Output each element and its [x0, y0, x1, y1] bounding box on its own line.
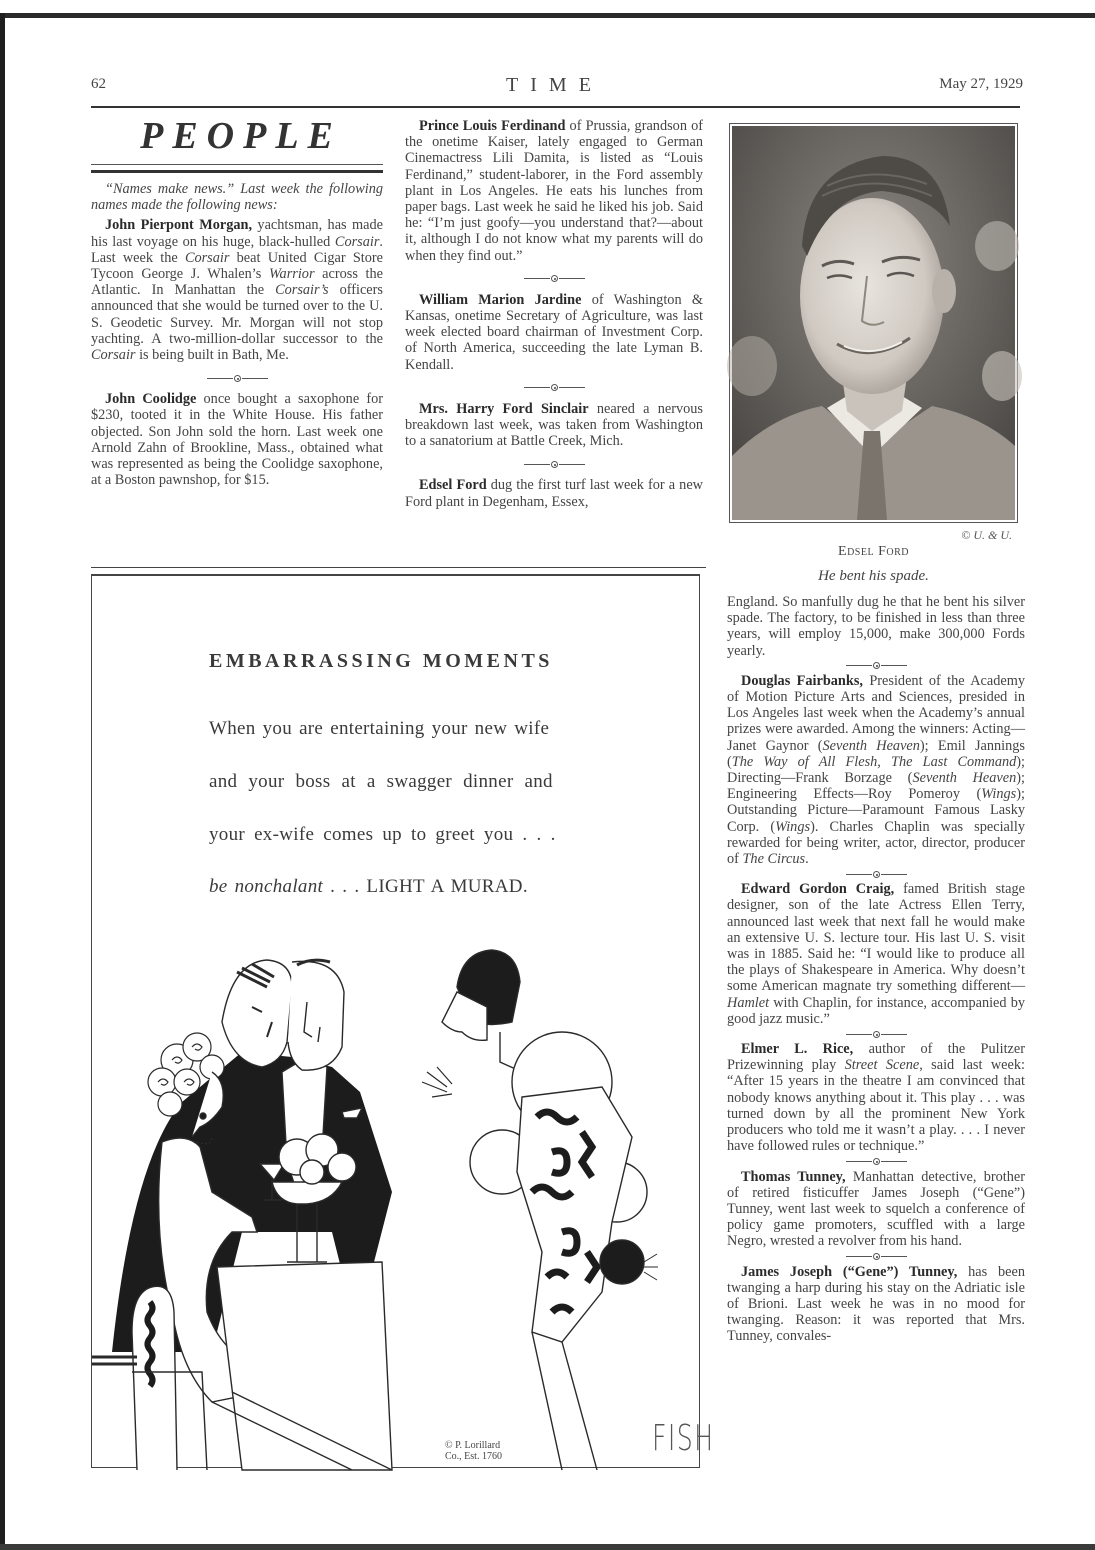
- ornament-divider-icon: [727, 1156, 1025, 1168]
- issue-date: May 27, 1929: [939, 76, 1023, 92]
- ornament-divider-icon: [405, 270, 703, 288]
- news-item-name: Thomas Tunney,: [741, 1168, 846, 1185]
- news-item-continued: [727, 594, 1025, 659]
- ornament-divider-icon: [727, 868, 1025, 880]
- news-item-name: John Pierpont Morgan,: [105, 217, 253, 234]
- ad-tagline-rest: . . . LIGHT A MURAD.: [323, 876, 528, 897]
- section-title: PEOPLE: [140, 115, 342, 157]
- news-item: [727, 1169, 1025, 1250]
- news-item: [727, 1041, 1025, 1154]
- news-item-name: Douglas Fairbanks,: [741, 672, 863, 689]
- dinner-party-illustration: [92, 932, 701, 1470]
- ornament-divider-icon: [727, 660, 1025, 672]
- news-item-name: Mrs. Harry Ford Sinclair: [419, 400, 589, 417]
- ad-copy-line: When you are entertaining your new wife: [209, 718, 550, 739]
- ornament-divider-icon: [727, 1251, 1025, 1263]
- news-item-name: John Coolidge: [105, 391, 197, 408]
- news-item-name: William Marion Jardine: [419, 291, 582, 308]
- news-item: [405, 401, 703, 450]
- ad-copyright: [445, 1440, 502, 1462]
- magazine-title: TIME: [506, 74, 603, 96]
- ad-copy-line: and your boss at a swagger dinner and: [209, 771, 553, 792]
- news-item: [405, 292, 703, 373]
- news-item-text: author of the Pulitzer Prizewinning play Street Scene, said last week: “After 15 years in the theatre I am convinced that nobody knows anything about it. This play . . . was turned down by all the prominent New York producers who told me it wasn’t a play. . . . I never have followed rules or technique.”: [727, 1041, 1026, 1155]
- news-item-text: once bought a saxophone for $230, tooted it in the White House. His father objected. Son John sold the horn. Last week one Arnold Zahn of Brookline, Mass., obtained what was represented as being the Coolidge saxophone, at a Boston pawnshop, for $15.: [91, 391, 383, 489]
- news-item-text: President of the Academy of Motion Picture Arts and Sciences, presided in Los Angeles last week when the Academy’s annual prizes were awarded. Among the winners: Acting—Janet Gaynor (Seventh Heaven); Emil Jannings (The Way of All Flesh, The Last Command); Directing—Frank Borzage (Seventh Heaven); Engineering Effects—Roy Pomeroy (Wings); Outstanding Picture—Paramount Famous Lasky Corp. (Wings). Charles Chaplin was specially rewarded for being writer, actor, director, producer of The Circus.: [727, 672, 1026, 868]
- title-rule-thin: [91, 164, 383, 165]
- photo-caption-subtitle: He bent his spade.: [818, 568, 929, 584]
- news-item-text: Manhattan detective, brother of retired fisticuffer James Joseph (“Gene”) Tunney, went last week to squelch a conference of policy game promoters, scuffled with a large Negro, wrested a revolver from his hand.: [727, 1168, 1025, 1250]
- news-item: [405, 118, 703, 264]
- news-item-name: Prince Louis Ferdinand: [419, 118, 566, 134]
- portrait-photo-frame: [729, 123, 1018, 523]
- ornament-divider-icon: [405, 455, 703, 473]
- ad-copyright-line: Co., Est. 1760: [445, 1451, 502, 1462]
- news-item-name: Edward Gordon Craig,: [741, 881, 895, 898]
- news-item-text: England. So manfully dug he that he bent his silver spade. The factory, to be finished in less than three years, will employ 15,000, make 300,000 Fords yearly.: [727, 594, 1025, 659]
- column-1: [91, 115, 384, 489]
- scan-border-left: [0, 13, 5, 1550]
- ad-copy-line: your ex-wife comes up to greet you . . .: [209, 824, 556, 845]
- portrait-image: [732, 126, 1015, 520]
- news-item-text: yachtsman, has made his last voyage on his huge, black-hulled Corsair. Last week the Corsair beat United Cigar Store Tycoon George J. Whalen’s Warrior across the Atlantic. In Manhattan the Corsair’s officers announced that she would be turned over to the U. S. Geodetic Survey. Mr. Morgan will not stop yachting. A two-million-dollar successor to the Corsair is being built in Bath, Me.: [91, 217, 384, 364]
- news-item-text: has been twanging a harp during his stay on the Adriatic isle of Brioni. Last week he was in no mood for twanging. Reason: it was reported that Mrs. Tunney, convales-: [727, 1263, 1025, 1345]
- portrait-photo: [732, 126, 1015, 520]
- column-2: [405, 118, 703, 510]
- ad-tagline-italic: be nonchalant: [209, 876, 324, 897]
- news-item-text: of Prussia, grandson of the onetime Kaiser, lately engaged to German Cinemactress Lili Damita, is listed as “Louis Ferdinand,” student-laborer, in the Ford assembly plant in Los Angeles. He eats his lunches from paper bags. Last week he said he liked his job. Said he: “I’m just goofy—you understand that?—about it, although I do not know what my parents will do when they find out.”: [405, 118, 703, 264]
- scan-border-top: [0, 13, 1095, 18]
- ad-headline: EMBARRASSING MOMENTS: [209, 650, 553, 672]
- ad-copyright-line: © P. Lorillard: [445, 1440, 501, 1451]
- news-item-text: neared a nervous breakdown last week, was taken from Washington to a sanatorium at Battle Creek, Mich.: [405, 400, 703, 450]
- news-item-text: of Washington & Kansas, onetime Secretary of Agriculture, was last week elected board chairman of Investment Corp. of North America, succeeding the late Lyman B. Kendall.: [405, 291, 703, 373]
- news-item: [91, 217, 383, 363]
- header-rule: [91, 106, 1020, 108]
- scan-border-bottom: [0, 1544, 1095, 1550]
- news-item: [727, 673, 1025, 867]
- column-bottom-rule: [91, 567, 706, 568]
- news-item-name: Edsel Ford: [419, 477, 487, 494]
- title-rule-thick: [91, 170, 383, 173]
- news-item-text: dug the first turf last week for a new Ford plant in Degenham, Essex,: [405, 477, 704, 510]
- news-item-name: Elmer L. Rice,: [741, 1041, 854, 1058]
- murad-advertisement: [91, 574, 715, 1468]
- news-item-text: famed British stage designer, son of the late Actress Ellen Terry, announced last week that next fall he would make an extensive U. S. lecture tour. His last U. S. visit was in 1885. Said he: “I would like to produce all the plays of Shakespeare in America. Why doesn’t some American magnate try something different—Hamlet with Chaplin, for instance, accompanied by good jazz music.”: [727, 881, 1025, 1027]
- ornament-divider-icon: [727, 1028, 1025, 1040]
- ad-tagline: [209, 876, 528, 898]
- news-item: [727, 881, 1025, 1027]
- artist-signature: FISH: [652, 1418, 715, 1459]
- section-lede: “Names make news.” Last week the following names made the following news:: [91, 181, 383, 214]
- news-item: [91, 391, 383, 488]
- photo-credit: © U. & U.: [961, 528, 1012, 542]
- photo-caption-name: Edsel Ford: [838, 544, 909, 559]
- news-item: [405, 477, 703, 509]
- news-item: [727, 1264, 1025, 1345]
- news-item-name: James Joseph (“Gene”) Tunney,: [741, 1263, 958, 1280]
- ornament-divider-icon: [405, 379, 703, 397]
- page-number: 62: [91, 76, 106, 92]
- ornament-divider-icon: [91, 369, 383, 387]
- column-3: [727, 594, 1025, 1345]
